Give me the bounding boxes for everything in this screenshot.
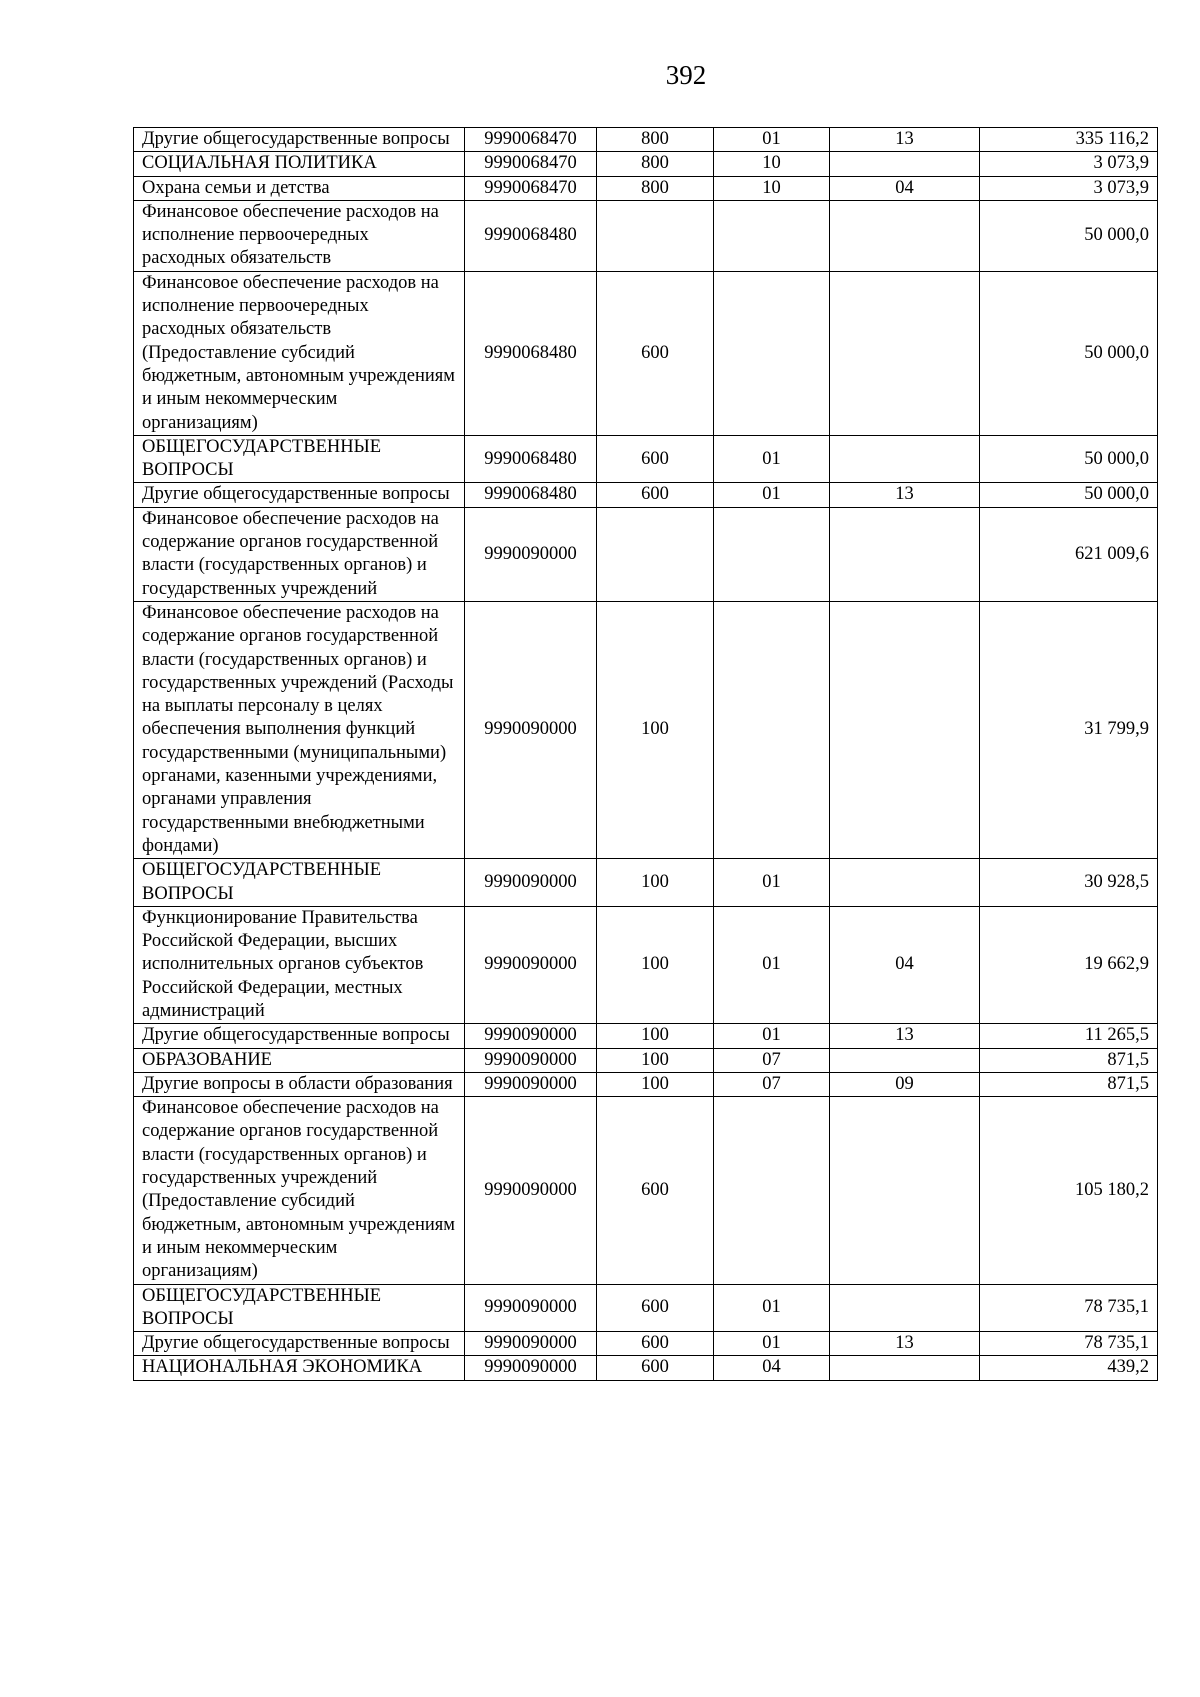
expense-type-cell: 800 [597,128,714,152]
target-article-code-cell: 9990090000 [465,859,597,907]
table-row [134,1356,1158,1380]
subsection-cell: 13 [830,1332,980,1356]
table-row [134,1097,1158,1284]
section-cell: 04 [714,1356,830,1380]
table-row [134,1284,1158,1332]
section-cell: 01 [714,859,830,907]
amount-cell: 78 735,1 [980,1332,1158,1356]
amount-cell: 50 000,0 [980,271,1158,435]
subsection-cell: 13 [830,483,980,507]
table-row [134,200,1158,271]
expense-name-cell: Финансовое обеспечение расходов на содержание органов государственной власти (государственных органов) и государственных учреждений (Расходы на выплаты персоналу в целях обеспечения выполнения функций государственными (муниципальными) органами, казенными учреждениями, органами управления государственными внебюджетными фондами) [134,601,465,858]
table-row [134,483,1158,507]
expense-name-cell: ОБЩЕГОСУДАРСТВЕННЫЕ ВОПРОСЫ [134,435,465,483]
expense-name-cell: Другие общегосударственные вопросы [134,128,465,152]
subsection-cell [830,1284,980,1332]
expense-name-cell: Финансовое обеспечение расходов на содержание органов государственной власти (государственных органов) и государственных учреждений (Предоставление субсидий бюджетным, автономным учреждениям и иным некоммерческим организациям) [134,1097,465,1284]
expense-name-cell: Другие общегосударственные вопросы [134,1024,465,1048]
amount-cell: 871,5 [980,1072,1158,1096]
section-cell: 01 [714,128,830,152]
table-row [134,1332,1158,1356]
amount-cell: 50 000,0 [980,483,1158,507]
expense-type-cell: 100 [597,601,714,858]
subsection-cell: 09 [830,1072,980,1096]
expense-name-cell: ОБЩЕГОСУДАРСТВЕННЫЕ ВОПРОСЫ [134,1284,465,1332]
expense-type-cell: 600 [597,1332,714,1356]
table-row [134,906,1158,1023]
target-article-code-cell: 9990090000 [465,1356,597,1380]
table-row [134,1024,1158,1048]
subsection-cell: 13 [830,128,980,152]
expense-type-cell [597,200,714,271]
amount-cell: 871,5 [980,1048,1158,1072]
section-cell: 01 [714,483,830,507]
section-cell: 07 [714,1072,830,1096]
subsection-cell [830,271,980,435]
subsection-cell [830,1048,980,1072]
budget-table-body [134,128,1158,1381]
expense-name-cell: Охрана семьи и детства [134,176,465,200]
section-cell [714,507,830,601]
section-cell [714,200,830,271]
table-row [134,1048,1158,1072]
expense-type-cell: 600 [597,1284,714,1332]
amount-cell: 105 180,2 [980,1097,1158,1284]
amount-cell: 439,2 [980,1356,1158,1380]
section-cell [714,271,830,435]
expense-type-cell: 100 [597,1072,714,1096]
target-article-code-cell: 9990068470 [465,152,597,176]
table-row [134,435,1158,483]
expense-name-cell: ОБРАЗОВАНИЕ [134,1048,465,1072]
target-article-code-cell: 9990090000 [465,507,597,601]
expense-type-cell: 100 [597,1024,714,1048]
target-article-code-cell: 9990090000 [465,1097,597,1284]
target-article-code-cell: 9990068470 [465,128,597,152]
amount-cell: 335 116,2 [980,128,1158,152]
section-cell: 10 [714,176,830,200]
expense-type-cell: 100 [597,1048,714,1072]
subsection-cell [830,200,980,271]
expense-name-cell: Другие общегосударственные вопросы [134,483,465,507]
table-row [134,128,1158,152]
expense-name-cell: Финансовое обеспечение расходов на исполнение первоочередных расходных обязательств [134,200,465,271]
expense-type-cell: 800 [597,152,714,176]
amount-cell: 78 735,1 [980,1284,1158,1332]
section-cell: 10 [714,152,830,176]
subsection-cell [830,1097,980,1284]
subsection-cell: 04 [830,176,980,200]
table-row [134,1072,1158,1096]
expense-type-cell [597,507,714,601]
target-article-code-cell: 9990090000 [465,1072,597,1096]
expense-type-cell: 600 [597,435,714,483]
amount-cell: 50 000,0 [980,435,1158,483]
subsection-cell [830,435,980,483]
subsection-cell: 04 [830,906,980,1023]
table-row [134,176,1158,200]
expense-name-cell: Другие общегосударственные вопросы [134,1332,465,1356]
amount-cell: 3 073,9 [980,152,1158,176]
amount-cell: 3 073,9 [980,176,1158,200]
target-article-code-cell: 9990090000 [465,1332,597,1356]
amount-cell: 31 799,9 [980,601,1158,858]
section-cell: 07 [714,1048,830,1072]
target-article-code-cell: 9990068480 [465,435,597,483]
table-row [134,507,1158,601]
target-article-code-cell: 9990090000 [465,1284,597,1332]
amount-cell: 621 009,6 [980,507,1158,601]
amount-cell: 50 000,0 [980,200,1158,271]
subsection-cell [830,601,980,858]
amount-cell: 19 662,9 [980,906,1158,1023]
target-article-code-cell: 9990090000 [465,906,597,1023]
target-article-code-cell: 9990068480 [465,483,597,507]
expense-type-cell: 600 [597,1356,714,1380]
section-cell: 01 [714,1024,830,1048]
expense-name-cell: Финансовое обеспечение расходов на исполнение первоочередных расходных обязательств (Предоставление субсидий бюджетным, автономным учреждениям и иным некоммерческим организациям) [134,271,465,435]
expense-type-cell: 100 [597,859,714,907]
table-row [134,152,1158,176]
expense-name-cell: СОЦИАЛЬНАЯ ПОЛИТИКА [134,152,465,176]
target-article-code-cell: 9990068480 [465,200,597,271]
expense-name-cell: Другие вопросы в области образования [134,1072,465,1096]
expense-type-cell: 600 [597,1097,714,1284]
section-cell [714,601,830,858]
section-cell: 01 [714,1332,830,1356]
target-article-code-cell: 9990090000 [465,1048,597,1072]
target-article-code-cell: 9990068470 [465,176,597,200]
amount-cell: 11 265,5 [980,1024,1158,1048]
expense-type-cell: 600 [597,271,714,435]
expense-type-cell: 600 [597,483,714,507]
table-row [134,601,1158,858]
subsection-cell [830,1356,980,1380]
section-cell: 01 [714,435,830,483]
expense-type-cell: 100 [597,906,714,1023]
subsection-cell [830,859,980,907]
budget-table [133,127,1158,1381]
page-number: 392 [665,60,707,90]
expense-name-cell: Финансовое обеспечение расходов на содержание органов государственной власти (государственных органов) и государственных учреждений [134,507,465,601]
table-row [134,271,1158,435]
section-cell: 01 [714,1284,830,1332]
target-article-code-cell: 9990068480 [465,271,597,435]
expense-type-cell: 800 [597,176,714,200]
subsection-cell: 13 [830,1024,980,1048]
section-cell [714,1097,830,1284]
expense-name-cell: Функционирование Правительства Российской Федерации, высших исполнительных органов субъектов Российской Федерации, местных администраций [134,906,465,1023]
expense-name-cell: ОБЩЕГОСУДАРСТВЕННЫЕ ВОПРОСЫ [134,859,465,907]
section-cell: 01 [714,906,830,1023]
target-article-code-cell: 9990090000 [465,1024,597,1048]
subsection-cell [830,152,980,176]
expense-name-cell: НАЦИОНАЛЬНАЯ ЭКОНОМИКА [134,1356,465,1380]
subsection-cell [830,507,980,601]
table-row [134,859,1158,907]
amount-cell: 30 928,5 [980,859,1158,907]
target-article-code-cell: 9990090000 [465,601,597,858]
